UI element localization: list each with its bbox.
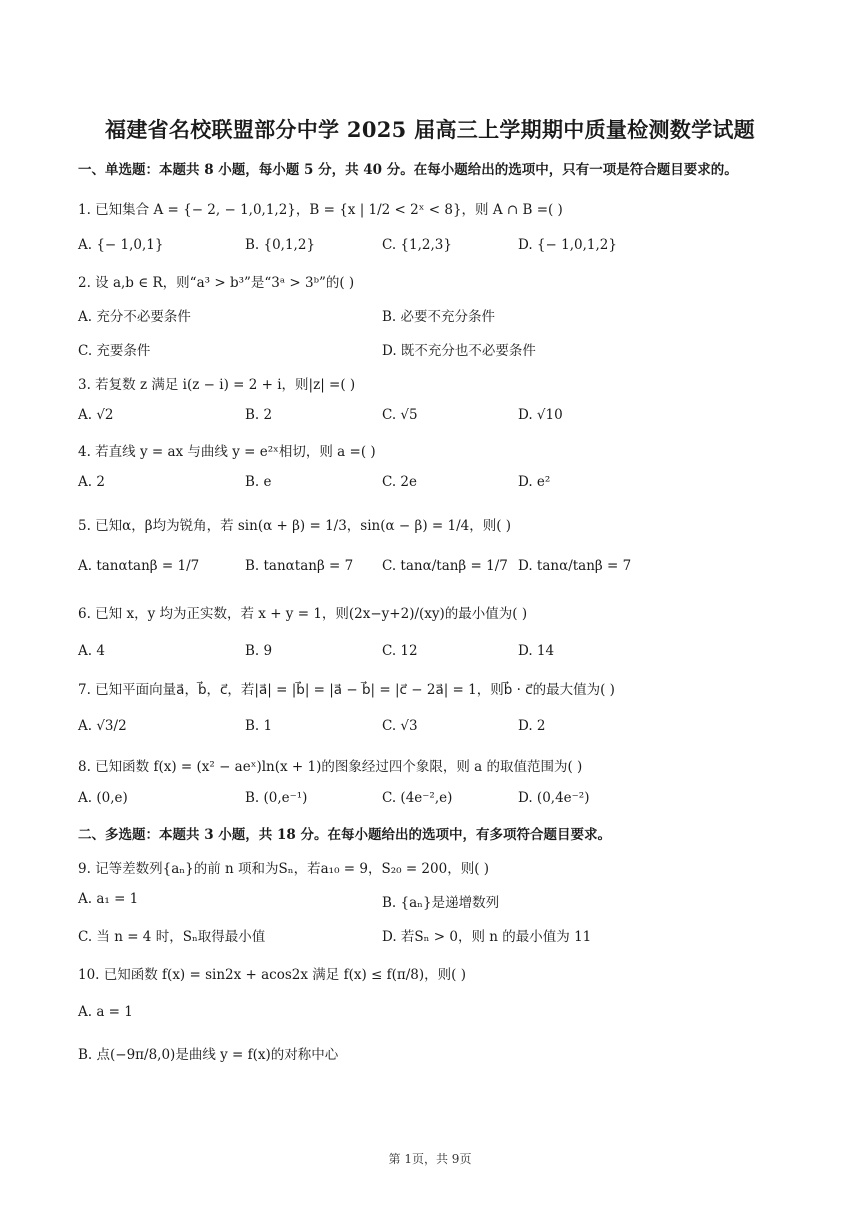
page-footer: 第 1页，共 9页 (388, 1152, 472, 1166)
question-option: D. e² (518, 474, 551, 490)
question-option: D. (0,4e⁻²) (518, 790, 590, 806)
question-option: C. √3 (382, 718, 418, 734)
question-option: D. 若Sₙ > 0，则 n 的最小值为 11 (382, 929, 592, 945)
question-option: A. (0,e) (78, 790, 128, 806)
section-heading-multiple-choice: 二、多选题：本题共 3 小题，共 18 分。在每小题给出的选项中，有多项符合题目要求。 (78, 827, 611, 843)
question-option: B. 2 (245, 407, 273, 423)
question-option: B. (0,e⁻¹) (245, 790, 308, 806)
question-option: B. 点(−9π/8,0)是曲线 y = f(x)的对称中心 (78, 1047, 339, 1063)
question-option: B. {0,1,2} (245, 237, 316, 253)
page-title: 福建省名校联盟部分中学 2025 届高三上学期期中质量检测数学试题 (105, 117, 755, 142)
question-stem: 1. 已知集合 A = {− 2, − 1,0,1,2}，B = {x | 1/2 < 2ˣ < 8}，则 A ∩ B =( ) (78, 202, 563, 218)
question-option: A. a₁ = 1 (78, 891, 139, 907)
question-option: C. tanα/tanβ = 1/7 (382, 558, 508, 574)
question-option: B. tanαtanβ = 7 (245, 558, 354, 574)
question-option: A. tanαtanβ = 1/7 (78, 558, 200, 574)
question-option: B. {aₙ}是递增数列 (382, 895, 500, 911)
question-stem: 2. 设 a,b ∈ R，则“a³ > b³”是“3ᵃ > 3ᵇ”的( ) (78, 275, 355, 291)
question-stem: 10. 已知函数 f(x) = sin2x + acos2x 满足 f(x) ≤ f(π/8)，则( ) (78, 967, 466, 983)
question-option: D. tanα/tanβ = 7 (518, 558, 632, 574)
question-stem: 3. 若复数 z 满足 i(z − i) = 2 + i，则|z| =( ) (78, 377, 356, 393)
question-option: C. √5 (382, 407, 418, 423)
question-option: D. 14 (518, 643, 555, 659)
question-option: D. 2 (518, 718, 546, 734)
question-option: C. 2e (382, 474, 418, 490)
question-option: A. √2 (78, 407, 114, 423)
question-option: B. 必要不充分条件 (382, 309, 496, 325)
question-option: C. 充要条件 (78, 343, 151, 359)
question-option: A. {− 1,0,1} (78, 237, 164, 253)
question-option: B. 1 (245, 718, 273, 734)
question-option: A. a = 1 (78, 1004, 133, 1020)
question-stem: 7. 已知平面向量a⃗，b⃗，c⃗，若|a⃗| = |b⃗| = |a⃗ − b⃗| = |c⃗ − 2a⃗| = 1，则b⃗ · c⃗的最大值为( ) (78, 682, 615, 698)
question-option: A. 2 (78, 474, 105, 490)
question-option: D. 既不充分也不必要条件 (382, 343, 536, 359)
question-stem: 4. 若直线 y = ax 与曲线 y = e²ˣ相切，则 a =( ) (78, 444, 376, 460)
question-option: A. 4 (78, 643, 105, 659)
question-option: A. 充分不必要条件 (78, 309, 191, 325)
question-option: B. 9 (245, 643, 273, 659)
question-option: A. √3/2 (78, 718, 127, 734)
question-option: D. √10 (518, 407, 563, 423)
question-option: C. 当 n = 4 时，Sₙ取得最小值 (78, 929, 266, 945)
section-heading-single-choice: 一、单选题：本题共 8 小题，每小题 5 分，共 40 分。在每小题给出的选项中，只有一项是符合题目要求的。 (78, 162, 738, 178)
question-option: C. 12 (382, 643, 418, 659)
question-stem: 6. 已知 x，y 均为正实数，若 x + y = 1，则(2x−y+2)/(xy)的最小值为( ) (78, 606, 528, 622)
question-option: B. e (245, 474, 272, 490)
question-option: D. {− 1,0,1,2} (518, 237, 617, 253)
question-stem: 8. 已知函数 f(x) = (x² − aeˣ)ln(x + 1)的图象经过四个象限，则 a 的取值范围为( ) (78, 759, 583, 775)
question-stem: 9. 记等差数列{aₙ}的前 n 项和为Sₙ，若a₁₀ = 9，S₂₀ = 200，则( ) (78, 861, 490, 877)
question-stem: 5. 已知α，β均为锐角，若 sin(α + β) = 1/3，sin(α − β) = 1/4，则( ) (78, 518, 512, 534)
question-option: C. {1,2,3} (382, 237, 452, 253)
question-option: C. (4e⁻²,e) (382, 790, 453, 806)
